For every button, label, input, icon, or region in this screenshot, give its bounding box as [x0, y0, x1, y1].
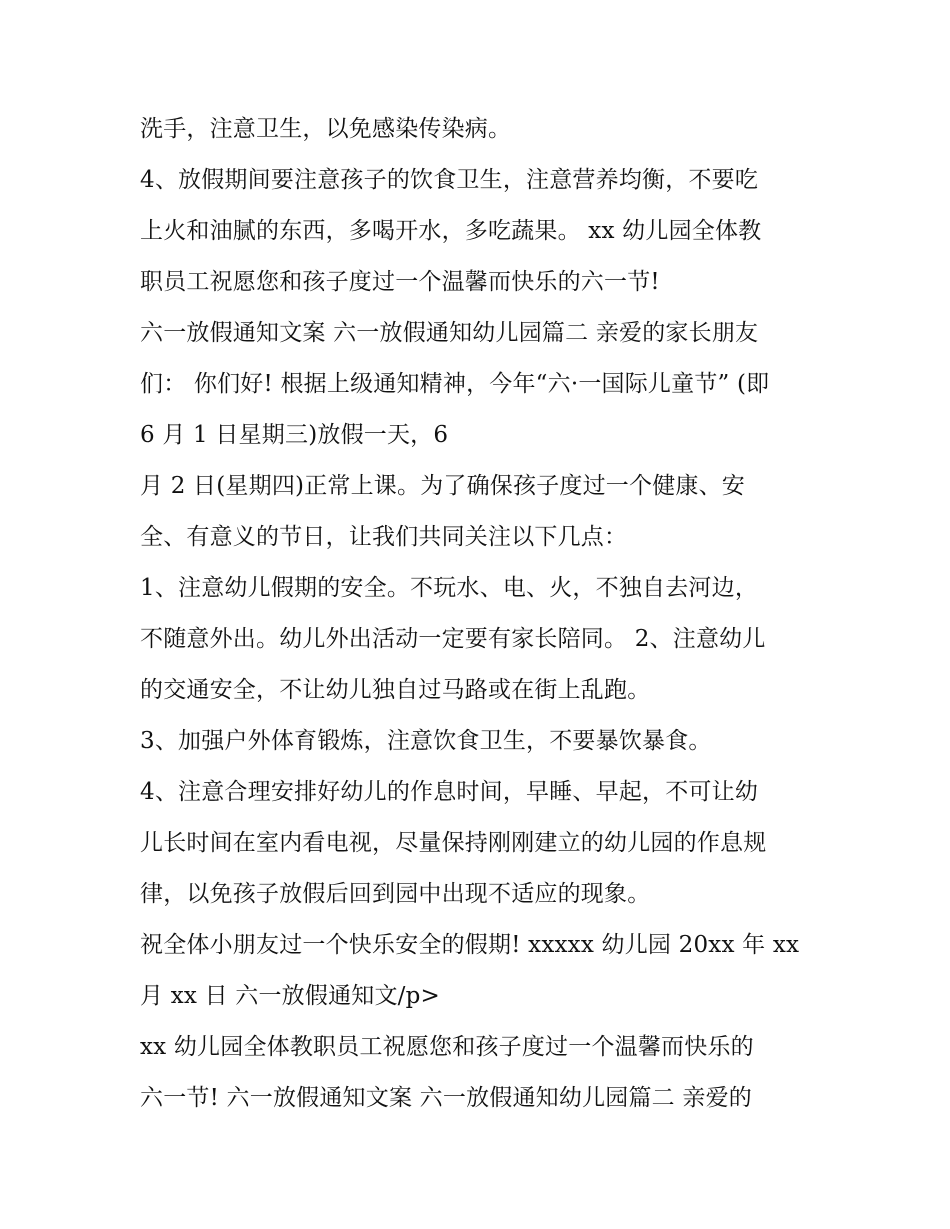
- text-line: 上火和油腻的东西，多喝开水，多吃蔬果。 xx 幼儿园全体教: [140, 218, 762, 244]
- text-line: 不随意外出。幼儿外出活动一定要有家长陪同。 2、注意幼儿: [140, 626, 766, 652]
- text-line: 律，以免孩子放假后回到园中出现不适应的现象。: [140, 881, 651, 907]
- text-line: 洗手，注意卫生，以免感染传染病。: [140, 116, 512, 142]
- text-line: 祝全体小朋友过一个快乐安全的假期! xxxxx 幼儿园 20xx 年 xx: [140, 932, 800, 958]
- text-line: 儿长时间在室内看电视，尽量保持刚刚建立的幼儿园的作息规: [140, 830, 767, 856]
- text-line: 4、放假期间要注意孩子的饮食卫生，注意营养均衡，不要吃: [140, 167, 759, 193]
- text-line: 月 2 日(星期四)正常上课。为了确保孩子度过一个健康、安: [140, 473, 746, 499]
- text-line: 六一节! 六一放假通知文案 六一放假通知幼儿园篇二 亲爱的: [140, 1085, 752, 1111]
- text-line: 3、加强户外体育锻炼，注意饮食卫生，不要暴饮暴食。: [140, 728, 712, 754]
- text-line: 1、注意幼儿假期的安全。不玩水、电、火，不独自去河边，: [140, 575, 759, 601]
- text-line: 六一放假通知文案 六一放假通知幼儿园篇二 亲爱的家长朋友: [140, 320, 759, 346]
- text-line: 月 xx 日 六一放假通知文/p>: [140, 983, 441, 1009]
- text-line: 4、注意合理安排好幼儿的作息时间，早睡、早起，不可让幼: [140, 779, 759, 805]
- text-line: 全、有意义的节日，让我们共同关注以下几点：: [140, 524, 628, 550]
- text-line: 职员工祝愿您和孩子度过一个温馨而快乐的六一节!: [140, 269, 660, 295]
- text-line: 们： 你们好! 根据上级通知精神，今年“六·一国际儿童节” (即: [140, 371, 770, 397]
- text-line: 6 月 1 日星期三)放假一天，6: [140, 422, 449, 448]
- text-line: xx 幼儿园全体教职员工祝愿您和孩子度过一个温馨而快乐的: [140, 1034, 754, 1060]
- text-line: 的交通安全，不让幼儿独自过马路或在街上乱跑。: [140, 677, 651, 703]
